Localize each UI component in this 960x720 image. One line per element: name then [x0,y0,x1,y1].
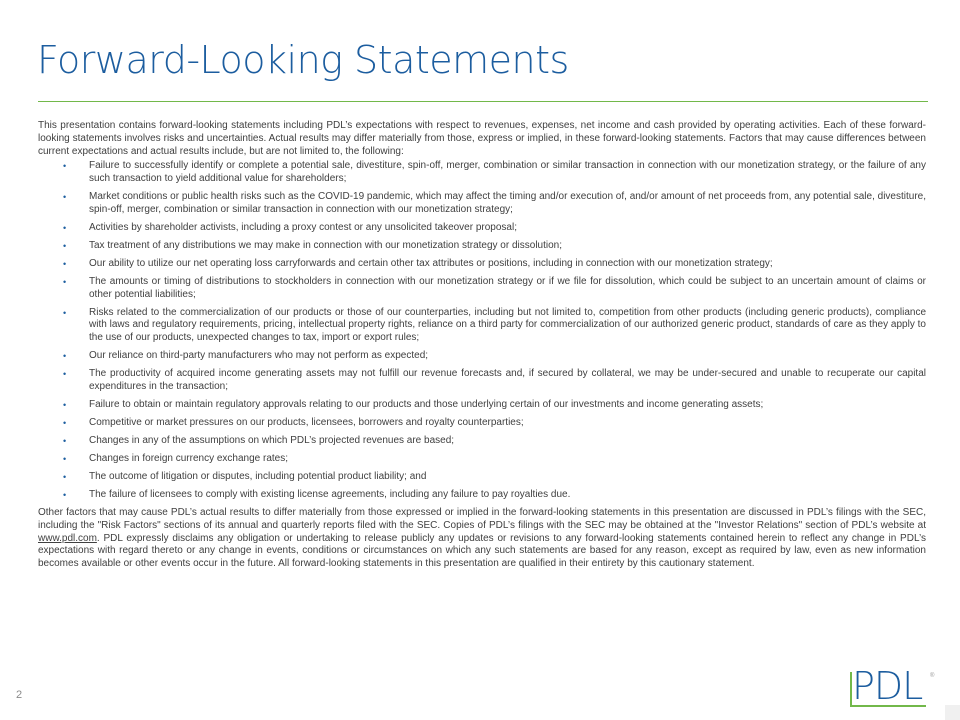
list-item: • Market conditions or public health risks such as the COVID-19 pandemic, which may affect the timing and/or execution of, and/or amount of net proceeds from, any potential sale, divestiture, spin-off, merger, combination or similar transaction in connection with our monetization strategy; [63,191,926,215]
bullet-icon: • [63,418,67,429]
list-item: • Failure to successfully identify or complete a potential sale, divestiture, spin-off, merger, combination or similar transaction in connection with our monetization strategy, or the failure of any such transaction to yield additional value for shareholders; [63,160,926,185]
bullet-icon: • [63,222,67,233]
list-item: • Tax treatment of any distributions we may make in connection with our monetization strategy or dissolution; [63,239,563,251]
list-item: • The amounts or timing of distributions to stockholders in connection with our monetization strategy or if we file for dissolution, which could be subject to an uncertain amount of claims or other potential liabilities; [63,275,926,300]
list-item: • Risks related to the commercialization of our products or those of our counterparties, including but not limited to, competition from other products (including generic products), compliance with laws and regulatory requirements, pricing, intellectual property rights, reliance on a third party for commercialization of our authorized generic product, standards of care as they apply to the use of our products, unexpected changes to tax, import or export rules; [63,306,926,344]
intro-paragraph: This presentation contains forward-looking statements including PDL’s expectations with respect to revenues, expenses, net income and cash provided by operating activities. Each of these forward-looking statements involves risks and uncertainties. Actual results may differ materially from those, express or implied, in these forward-looking statements. Factors that may cause differences between current expectations and actual results include, but are not limited to, the following: [38,120,926,157]
registered-mark-icon: ® [930,673,935,679]
list-item: • Failure to obtain or maintain regulatory approvals relating to our products and those underlying certain of our investments and income generating assets; [63,399,764,411]
bullet-icon: • [63,276,67,287]
website-link[interactable]: www.pdl.com [38,532,97,544]
list-item: • Changes in any of the assumptions on which PDL’s projected revenues are based; [63,435,455,446]
corner-block [945,705,960,720]
bullet-icon: • [63,400,67,411]
disclaimer-body [38,120,926,571]
page-number: 2 [16,689,23,701]
bullet-icon: • [63,258,67,269]
bullet-icon: • [63,351,67,362]
list-item: • The productivity of acquired income generating assets may not fulfill our revenue forecasts and, if secured by collateral, we may be under-secured and unable to recuperate our capital expenditures in the transaction; [63,368,926,393]
bullet-icon: • [63,489,67,500]
pdl-logo [850,664,935,708]
list-item: • Competitive or market pressures on our products, licensees, borrowers and royalty counterparties; [63,417,524,429]
bullet-icon: • [63,192,67,203]
list-item: • The failure of licensees to comply with existing license agreements, including any failure to pay royalties due. [63,488,571,500]
bullet-icon: • [63,436,67,446]
list-item: • Our ability to utilize our net operating loss carryforwards and certain other tax attributes or positions, including in connection with our monetization strategy; [63,257,773,269]
bullet-icon: • [63,453,67,464]
title-divider [38,101,928,102]
list-item: • Our reliance on third-party manufacturers who may not perform as expected; [63,350,429,362]
bullet-icon: • [63,471,67,482]
list-item: • The outcome of litigation or disputes, including potential product liability; and [63,470,427,482]
risk-factor-list [38,160,926,501]
bullet-icon: • [63,240,67,251]
bullet-icon: • [63,307,67,318]
bullet-icon: • [63,161,67,172]
list-item: • Changes in foreign currency exchange rates; [63,452,289,464]
logo-wordmark: PDL [852,664,923,708]
closing-paragraph: Other factors that may cause PDL’s actual results to differ materially from those expressed or implied in the forward-looking statements in this presentation are discussed in PDL’s filings with the SEC, including the "Risk Factors" sections of its annual and quarterly reports filed with the SEC. Copies of PDL’s filings with the SEC may be obtained at the "Investor Relations" section of PDL’s website at www.pdl.com. PDL expressly disclaims any obligation or undertaking to release publicly any updates or revisions to any forward-looking statements contained herein to reflect any change in PDL’s expectations with regard thereto or any change in events, conditions or circumstances on which any such statements are based for any reason, except as required by law, even as new information becomes available or other events occur in the future. All forward-looking statements in this presentation are qualified in their entirety by this cautionary statement. [38,506,926,570]
list-item: • Activities by shareholder activists, including a proxy contest or any unsolicited takeover proposal; [63,221,517,233]
slide-title: Forward-Looking Statements [37,38,569,82]
bullet-icon: • [63,369,67,380]
